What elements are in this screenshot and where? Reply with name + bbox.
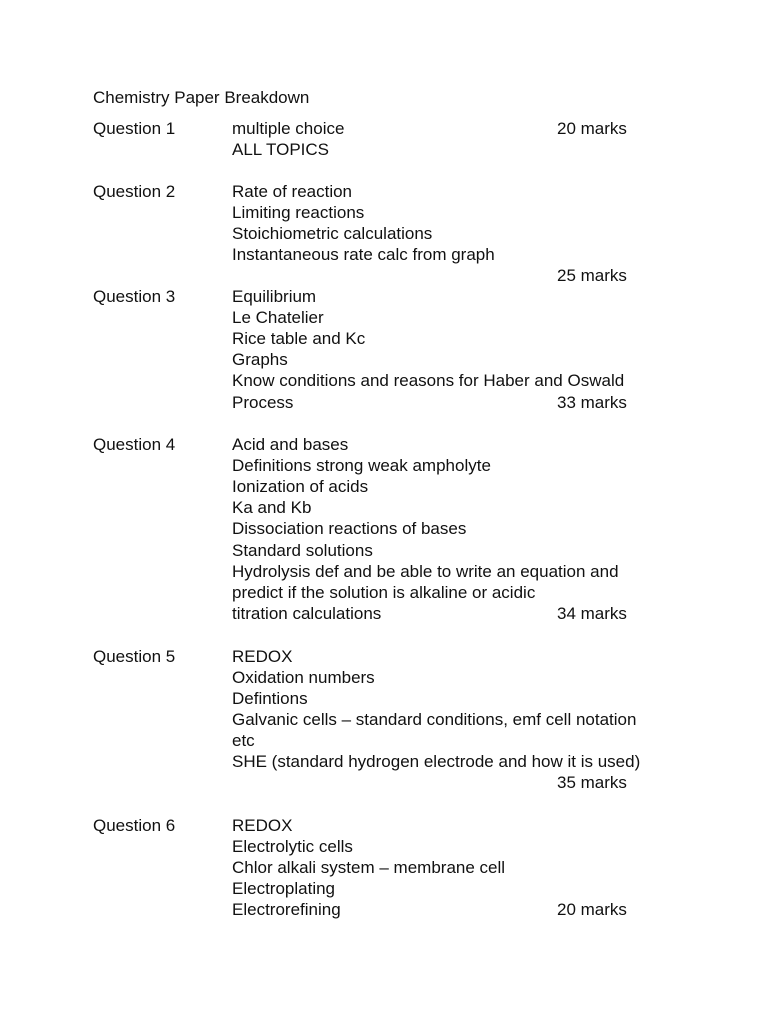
- question-marks: 34 marks: [557, 604, 627, 623]
- question-topic: Know conditions and reasons for Haber and Oswald: [232, 371, 625, 390]
- question-label: Question 5: [93, 647, 176, 666]
- question-topic: Ionization of acids: [232, 477, 369, 496]
- question-topic: Ka and Kb: [232, 498, 312, 517]
- question-topic: Instantaneous rate calc from graph: [232, 245, 495, 264]
- question-topic: Rate of reaction: [232, 182, 353, 201]
- question-topic: Process: [232, 393, 294, 412]
- question-topic: SHE (standard hydrogen electrode and how it is used): [232, 752, 641, 771]
- question-topic: predict if the solution is alkaline or acidic: [232, 583, 536, 602]
- question-topic: Dissociation reactions of bases: [232, 519, 467, 538]
- question-topic: Electrolytic cells: [232, 837, 353, 856]
- question-topic: Le Chatelier: [232, 308, 324, 327]
- document-title: Chemistry Paper Breakdown: [93, 88, 310, 107]
- question-label: Question 2: [93, 182, 176, 201]
- question-label: Question 6: [93, 816, 176, 835]
- question-topic: Electroplating: [232, 879, 336, 898]
- question-topic: multiple choice: [232, 119, 345, 138]
- question-topic: Defintions: [232, 689, 308, 708]
- question-topic: ALL TOPICS: [232, 140, 330, 159]
- question-topic: Limiting reactions: [232, 203, 365, 222]
- question-topic: Equilibrium: [232, 287, 317, 306]
- question-marks: 20 marks: [557, 900, 627, 919]
- question-topic: Hydrolysis def and be able to write an equation and: [232, 562, 619, 581]
- question-topic: etc: [232, 731, 255, 750]
- question-label: Question 3: [93, 287, 176, 306]
- question-marks: 35 marks: [557, 773, 627, 792]
- question-topic: Rice table and Kc: [232, 329, 366, 348]
- question-label: Question 4: [93, 435, 176, 454]
- question-marks: 33 marks: [557, 393, 627, 412]
- question-label: Question 1: [93, 119, 176, 138]
- question-topic: Acid and bases: [232, 435, 349, 454]
- question-marks: 25 marks: [557, 266, 627, 285]
- question-topic: Galvanic cells – standard conditions, emf cell notation: [232, 710, 637, 729]
- question-marks: 20 marks: [557, 119, 627, 138]
- question-topic: Stoichiometric calculations: [232, 224, 433, 243]
- question-topic: Oxidation numbers: [232, 668, 375, 687]
- question-topic: Definitions strong weak ampholyte: [232, 456, 491, 475]
- question-topic: Graphs: [232, 350, 288, 369]
- question-topic: Chlor alkali system – membrane cell: [232, 858, 506, 877]
- question-topic: Standard solutions: [232, 541, 373, 560]
- question-topic: REDOX: [232, 647, 293, 666]
- question-topic: Electrorefining: [232, 900, 341, 919]
- question-topic: REDOX: [232, 816, 293, 835]
- question-topic: titration calculations: [232, 604, 382, 623]
